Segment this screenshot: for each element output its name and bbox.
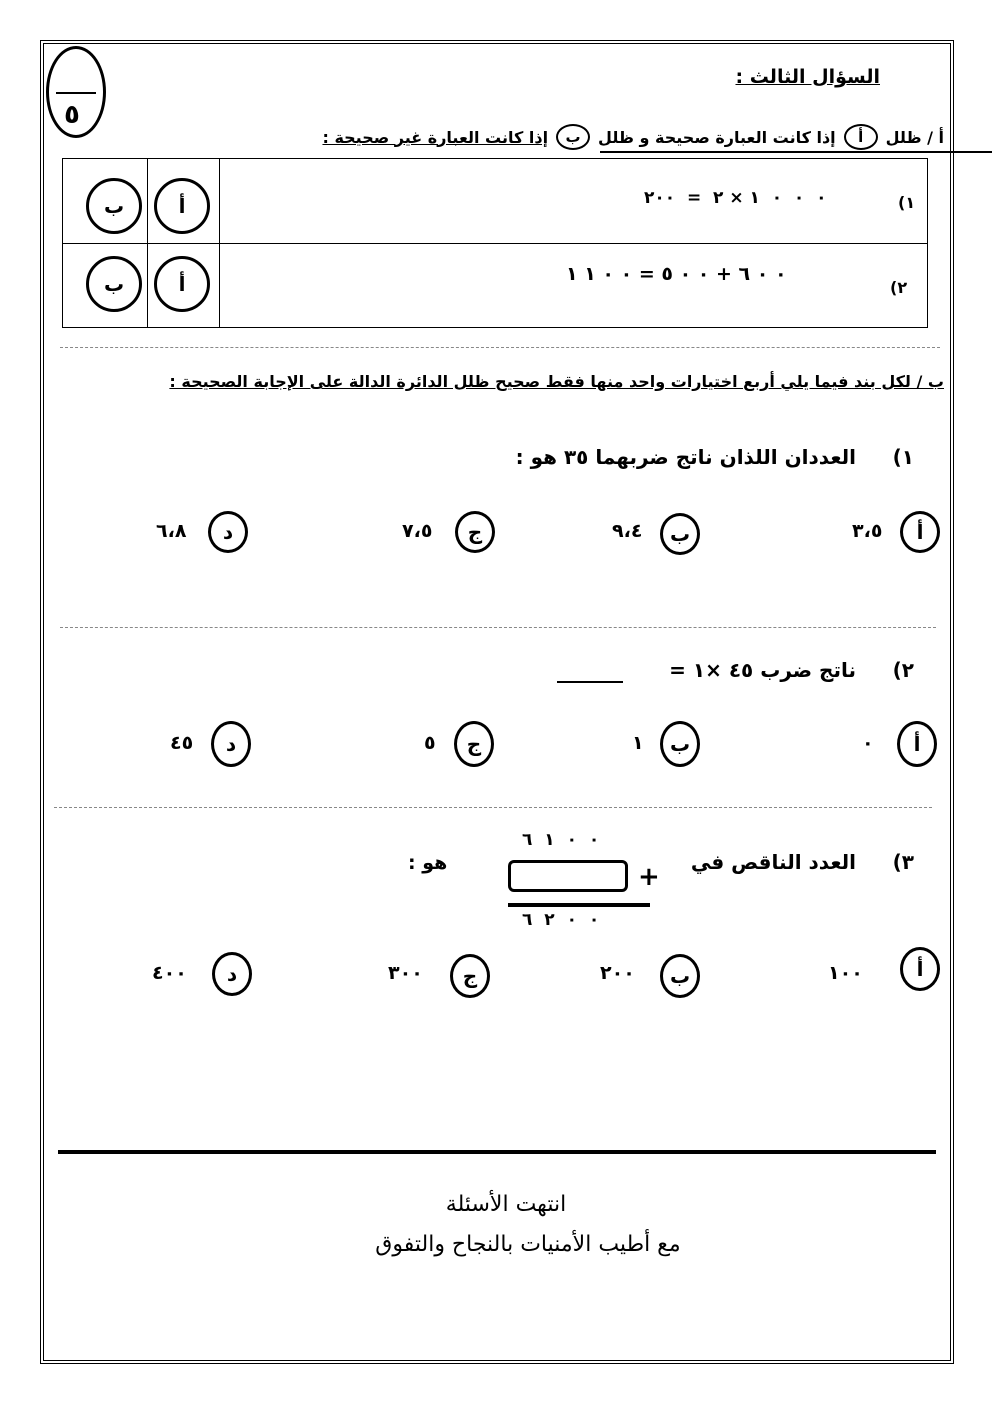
header-rule (600, 151, 992, 153)
q1-option-a[interactable]: أ (900, 511, 940, 553)
row-1-option-a[interactable]: أ (154, 178, 210, 234)
row-1-number: ١) (898, 193, 916, 212)
q3-value-b: ٢٠٠ (600, 962, 635, 984)
q3-value-c: ٣٠٠ (388, 962, 423, 984)
q1-value-a: ٣،٥ (852, 520, 883, 542)
q3-missing-box[interactable] (508, 860, 628, 892)
q2-option-c[interactable]: ج (454, 721, 494, 767)
part-b-instruction: ب / لكل بند فيما يلي أربع اختيارات واحد منها فقط صحيح ظلل الدائرة الدالة على الإجابة الصحيحة : (169, 372, 944, 391)
q2-value-c: ٥ (424, 732, 436, 754)
q3-option-d[interactable]: د (212, 952, 252, 996)
circle-a-sample: أ (844, 124, 878, 150)
q3-top-number: ٦ ١ ٠ ٠ (522, 830, 600, 850)
footer-line-1: انتهت الأسئلة (445, 1192, 567, 1217)
divider (54, 807, 932, 808)
row-2-number: ٢) (890, 278, 908, 297)
footer-line-2: مع أطيب الأمنيات بالنجاح والتفوق (375, 1232, 681, 1257)
q3-bottom-number: ٦ ٢ ٠ ٠ (522, 910, 600, 930)
q3-number: ٣) (892, 850, 914, 874)
q1-number: ١) (892, 445, 914, 469)
row-2-expression: ١ ١ ٠ ٠ = ٥ ٠ ٠ + ٦ ٠ ٠ (566, 263, 787, 285)
q3-suffix: هو : (408, 852, 448, 874)
footer-rule (58, 1150, 936, 1154)
row-1-expression: ٢٠٠ = ٢ × ١ ٠ ٠ ٠ (644, 188, 827, 208)
question-title: السؤال الثالث : (735, 66, 880, 88)
q3-plus: + (638, 862, 660, 892)
q3-value-d: ٤٠٠ (152, 962, 187, 984)
q2-number: ٢) (892, 658, 914, 682)
q2-answer-blank[interactable] (557, 681, 623, 683)
q3-option-a[interactable]: أ (900, 947, 940, 991)
instr-mid: إذا كانت العبارة صحيحة و ظلل (598, 127, 836, 147)
q1-option-c[interactable]: ج (455, 511, 495, 553)
score-total: ٥ (64, 100, 80, 130)
q2-option-b[interactable]: ب (660, 721, 700, 767)
q1-option-b[interactable]: ب (660, 513, 700, 555)
q1-value-d: ٦،٨ (156, 520, 187, 542)
q1-text: العددان اللذان ناتج ضربهما ٣٥ هو : (515, 445, 856, 469)
q2-value-b: ١ (632, 732, 644, 754)
instr-end: إذا كانت العبارة غير صحيحة : (322, 127, 549, 147)
q1-value-c: ٧،٥ (402, 520, 433, 542)
row-1-option-b[interactable]: ب (86, 178, 142, 234)
q3-option-c[interactable]: ج (450, 954, 490, 998)
row-2-option-a[interactable]: أ (154, 256, 210, 312)
score-line (56, 92, 96, 94)
q2-option-d[interactable]: د (211, 721, 251, 767)
divider (60, 627, 936, 628)
divider (60, 347, 940, 348)
q2-value-d: ٤٥ (170, 732, 194, 754)
q2-value-a: ٠ (862, 732, 874, 754)
q2-text: ناتج ضرب ٤٥ ×١ = (669, 658, 856, 682)
q3-value-a: ١٠٠ (828, 962, 863, 984)
q1-option-d[interactable]: د (208, 511, 248, 553)
circle-b-sample: ب (556, 124, 590, 150)
row-2-option-b[interactable]: ب (86, 256, 142, 312)
part-a-instruction (322, 124, 944, 150)
q2-option-a[interactable]: أ (897, 721, 937, 767)
q1-value-b: ٩،٤ (612, 520, 643, 542)
q3-option-b[interactable]: ب (660, 954, 700, 998)
q3-text: العدد الناقص في (690, 850, 856, 874)
instr-prefix: أ / ظلل (885, 127, 944, 147)
q3-sum-line (508, 903, 650, 907)
